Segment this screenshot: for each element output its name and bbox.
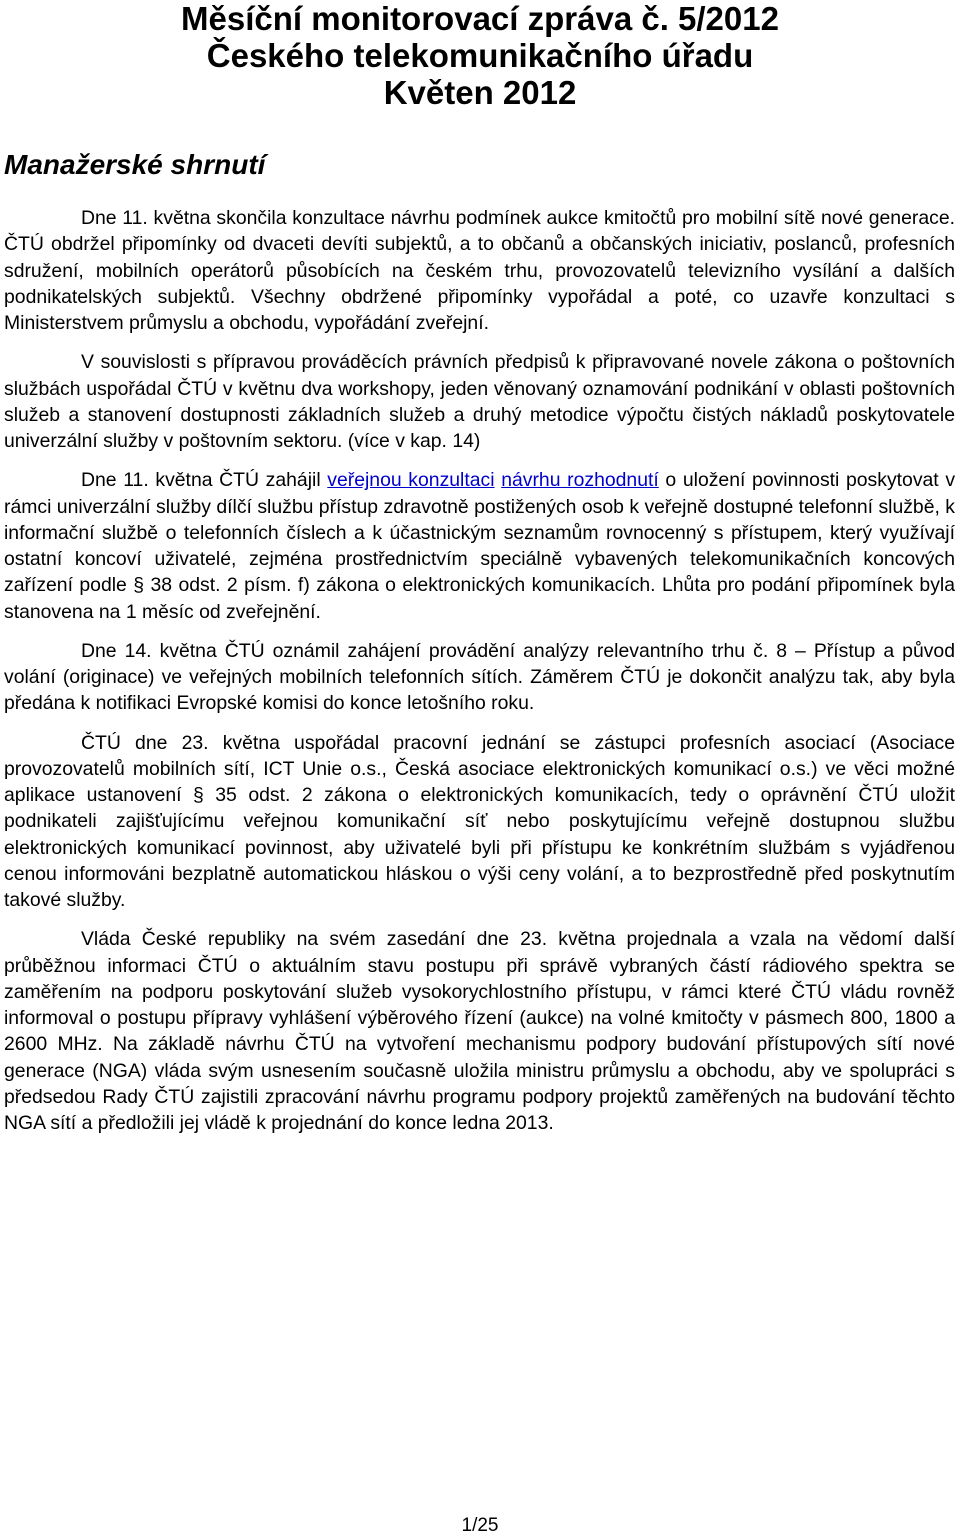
decision-draft-link[interactable]: návrhu rozhodnutí: [501, 469, 659, 492]
paragraph-6: Vláda České republiky na svém zasedání dne 23. května projednala a vzala na vědomí další průběžnou informaci ČTÚ o aktuálním stavu postupu při správě vybraných částí rádiového spektra se zaměřením na podporu poskytování služeb vysokorychlostního přístupu, v rámci které ČTÚ vládu rovněž informoval o postupu přípravy vyhlášení výběrového řízení (aukce) na volné kmitočty v pásmech 800, 1800 a 2600 MHz. Na základě návrhu ČTÚ na vytvoření mechanismu podpory budování přístupových sítí nové generace (NGA) vláda svým usnesením současně uložila ministru průmyslu a obchodu, aby ve spolupráci s předsedou Rady ČTÚ zajistili zpracování návrhu programu podpory projektů zaměřených na budování těchto NGA sítí a předložili jej vládě k projednání do konce ledna 2013.: [4, 928, 955, 1134]
body-text: [4, 205, 955, 1136]
title-line-3: Květen 2012: [383, 74, 577, 111]
paragraph-5: ČTÚ dne 23. května uspořádal pracovní jednání se zástupci profesních asociací (Asociace provozovatelů mobilních sítí, ICT Unie o.s., Česká asociace elektronických komunikací o.s.) ve věci možné aplikace ustanovení § 35 odst. 2 zákona o elektronických komunikacích, tedy o oprávnění ČTÚ uložit podnikateli zajišťujícímu veřejnou komunikační síť nebo poskytujícímu veřejně dostupnou službu elektronických komunikací povinnost, aby uživatelé byli při přístupu ke konkrétním službám s vyjádřenou cenou informováni bezplatně automatickou hláskou o výši ceny volání, a to bezprostředně před poskytnutím takové služby.: [4, 731, 955, 911]
paragraph-3: [4, 467, 955, 625]
paragraph-3-rest: o uložení povinnosti poskytovat v rámci univerzální služby dílčí službu přístup zdravotně postižených osob k veřejně dostupné telefonní službě, k informační službě o telefonních číslech a k účastnickým seznamům rovnocenný s přístupem, který využívají ostatní koncoví uživatelé, zejména prostřednictvím speciálně vybavených telekomunikačních koncových zařízení podle § 38 odst. 2 písm. f) zákona o elektronických komunikacích. Lhůta pro podání připomínek byla stanovena na 1 měsíc od zveřejnění.: [4, 469, 956, 623]
public-consultation-link[interactable]: veřejnou konzultaci: [327, 469, 495, 492]
paragraph-3-intro: Dne 11. května ČTÚ zahájil: [81, 469, 328, 492]
section-heading: Manažerské shrnutí: [4, 149, 266, 180]
title-line-2: Českého telekomunikačního úřadu: [206, 37, 754, 74]
paragraph-2: V souvislosti s přípravou prováděcích právních předpisů k připravované novele zákona o poštovních službách uspořádal ČTÚ v květnu dva workshopy, jeden věnovaný oznamování podnikání v oblasti poštovních služeb a stanovení dostupnosti základních služeb a druhý metodice výpočtu čistých nákladů poskytovatele univerzální služby v poštovním sektoru. (více v kap. 14): [4, 351, 955, 452]
paragraph-1: Dne 11. května skončila konzultace návrhu podmínek aukce kmitočtů pro mobilní sítě nové generace. ČTÚ obdržel připomínky od dvaceti devíti subjektů, a to občanů a občanských iniciativ, poslanců, profesních sdružení, mobilních operátorů působících na českém trhu, provozovatelů televizního vysílání a dalších podnikatelských subjektů. Všechny obdržené připomínky vypořádal a poté, co uzavře konzultaci s Ministerstvem průmyslu a obchodu, vypořádání zveřejní.: [4, 207, 955, 334]
paragraph-4: Dne 14. května ČTÚ oznámil zahájení provádění analýzy relevantního trhu č. 8 – Přístup a původ volání (originace) ve veřejných mobilních telefonních sítích. Záměrem ČTÚ je dokončit analýzu tak, aby byla předána k notifikaci Evropské komisi do konce letošního roku.: [4, 639, 955, 715]
document-title: [0, 0, 960, 111]
page-number: 1/25: [461, 1515, 499, 1536]
title-line-1: Měsíční monitorovací zpráva č. 5/2012: [181, 0, 779, 37]
